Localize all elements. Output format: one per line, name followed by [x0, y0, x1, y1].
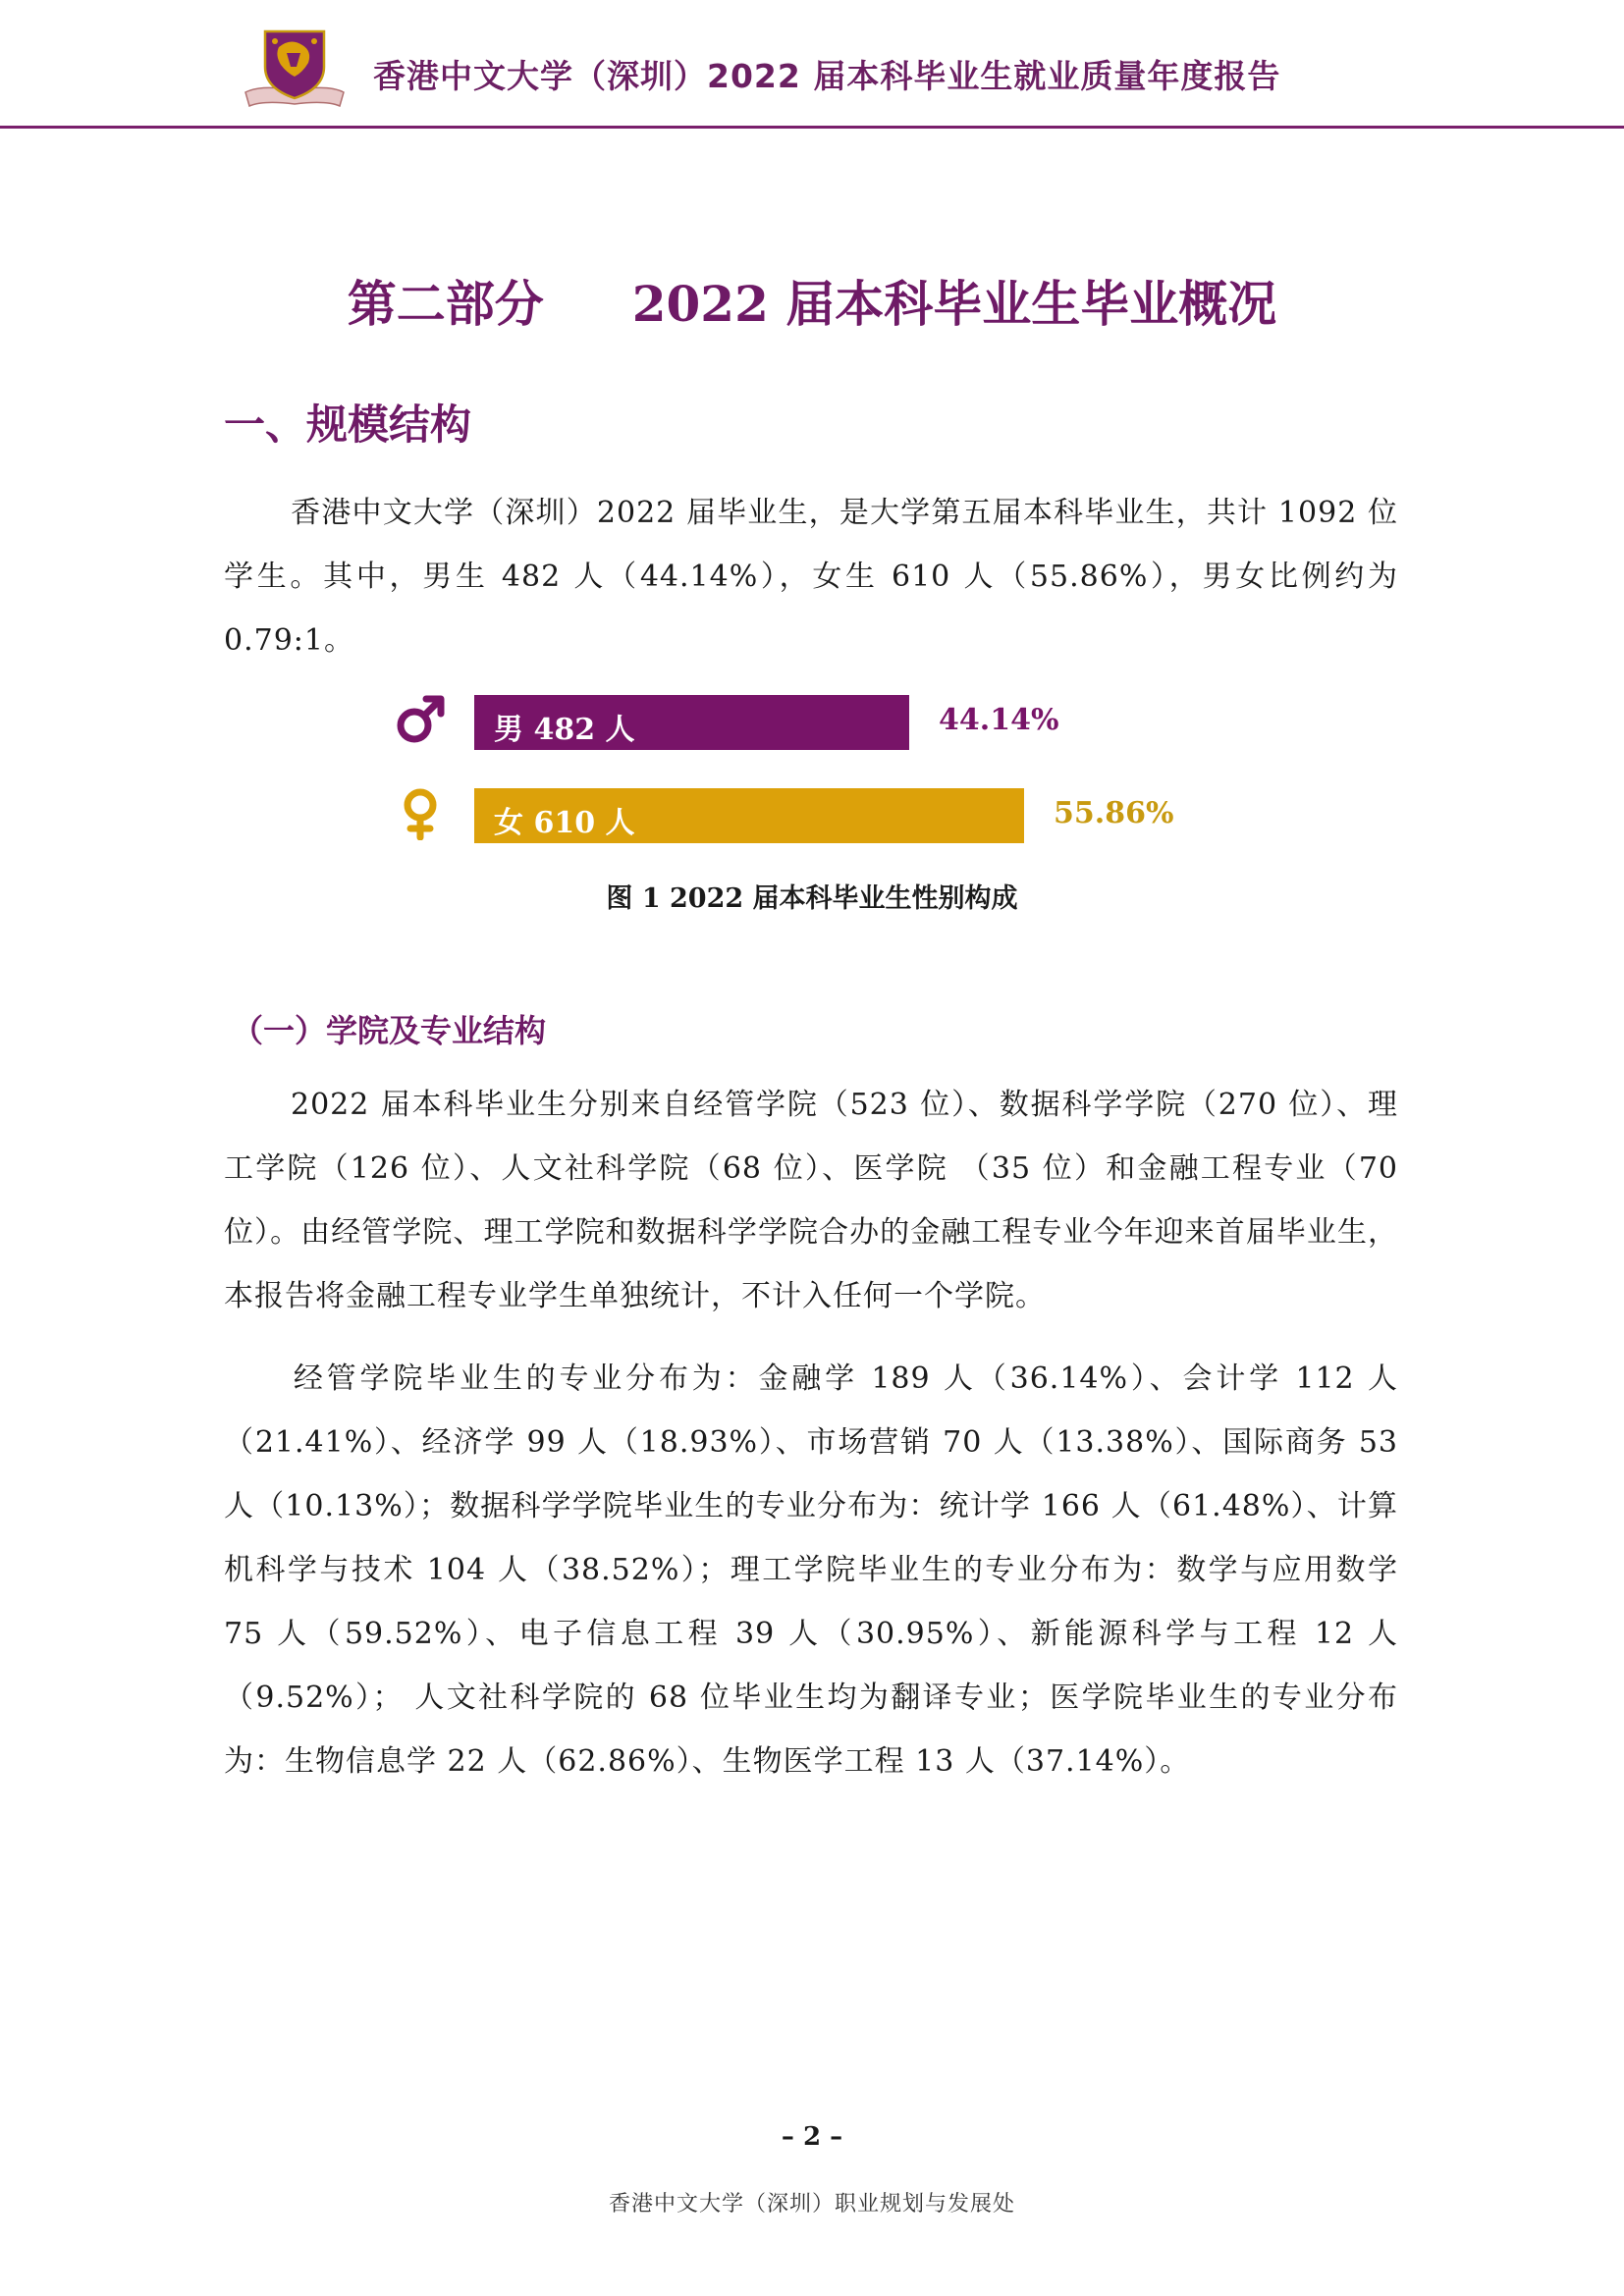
chart-row-female — [393, 785, 1178, 844]
scale-paragraph-text: 香港中文大学（深圳）2022 届毕业生，是大学第五届本科毕业生，共计 1092 位学生。其中，男生 482 人（44.14%），女生 610 人（55.86%），男女比例约为 0.79:1。 — [224, 496, 1398, 658]
part-label: 第二部分 — [347, 275, 544, 333]
cuhk-crest-logo — [242, 27, 348, 112]
scale-paragraph — [224, 481, 1398, 672]
chart-bar-label-female: 女 610 人 — [494, 806, 635, 840]
chart-bar-label-male: 男 482 人 — [494, 713, 635, 747]
chart-bar-male — [474, 695, 909, 750]
section-heading-scale: 一、规模结构 — [224, 400, 472, 449]
chart-percent-label-female: 55.86% — [1054, 796, 1174, 830]
female-icon — [393, 785, 448, 840]
chart-percent-label-male: 44.14% — [939, 703, 1059, 737]
part-title — [0, 265, 1624, 336]
page-header — [0, 0, 1624, 133]
colleges-paragraph — [224, 1073, 1398, 1328]
part-heading: 2022 届本科毕业生毕业概况 — [631, 275, 1277, 333]
chart-row-male — [393, 692, 1178, 751]
majors-paragraph-text: 经管学院毕业生的专业分布为：金融学 189 人（36.14%）、会计学 112 人（21.41%）、经济学 99 人（18.93%）、市场营销 70 人（13.38%）、国际商务 53 人（10.13%）；数据科学学院毕业生的专业分布为：统计学 166 人（61.48%）、计算机科学与技术 104 人（38.52%）；理工学院毕业生的专业分布为：数学与应用数学 75 人（59.52%）、电子信息工程 39 人（30.95%）、新能源科学与工程 12 人（9.52%）； 人文社科学院的 68 位毕业生均为翻译专业；医学院毕业生的专业分布为：生物信息学 22 人（62.86%）、生物医学工程 13 人（37.14%）。 — [224, 1362, 1398, 1779]
male-icon — [393, 692, 448, 747]
section-heading-colleges: （一）学院及专业结构 — [232, 1012, 547, 1049]
figure-caption: 图 1 2022 届本科毕业生性别构成 — [606, 883, 1018, 914]
chart-bar-female — [474, 788, 1024, 843]
footer-office: 香港中文大学（深圳）职业规划与发展处 — [608, 2192, 1015, 2216]
page-number: – 2 – — [781, 2122, 843, 2152]
majors-paragraph — [224, 1347, 1398, 1793]
colleges-paragraph-text: 2022 届本科毕业生分别来自经管学院（523 位）、数据科学学院（270 位）、理工学院（126 位）、人文社科学院（68 位）、医学院 （35 位）和金融工程专业（70 位）。由经管学院、理工学院和数据科学学院合办的金融工程专业今年迎来首届毕业生，本报告将金融工程专业学生单独统计，不计入任何一个学院。 — [224, 1088, 1398, 1313]
header-title: 香港中文大学（深圳）2022 届本科毕业生就业质量年度报告 — [373, 57, 1281, 95]
header-divider — [0, 126, 1624, 129]
